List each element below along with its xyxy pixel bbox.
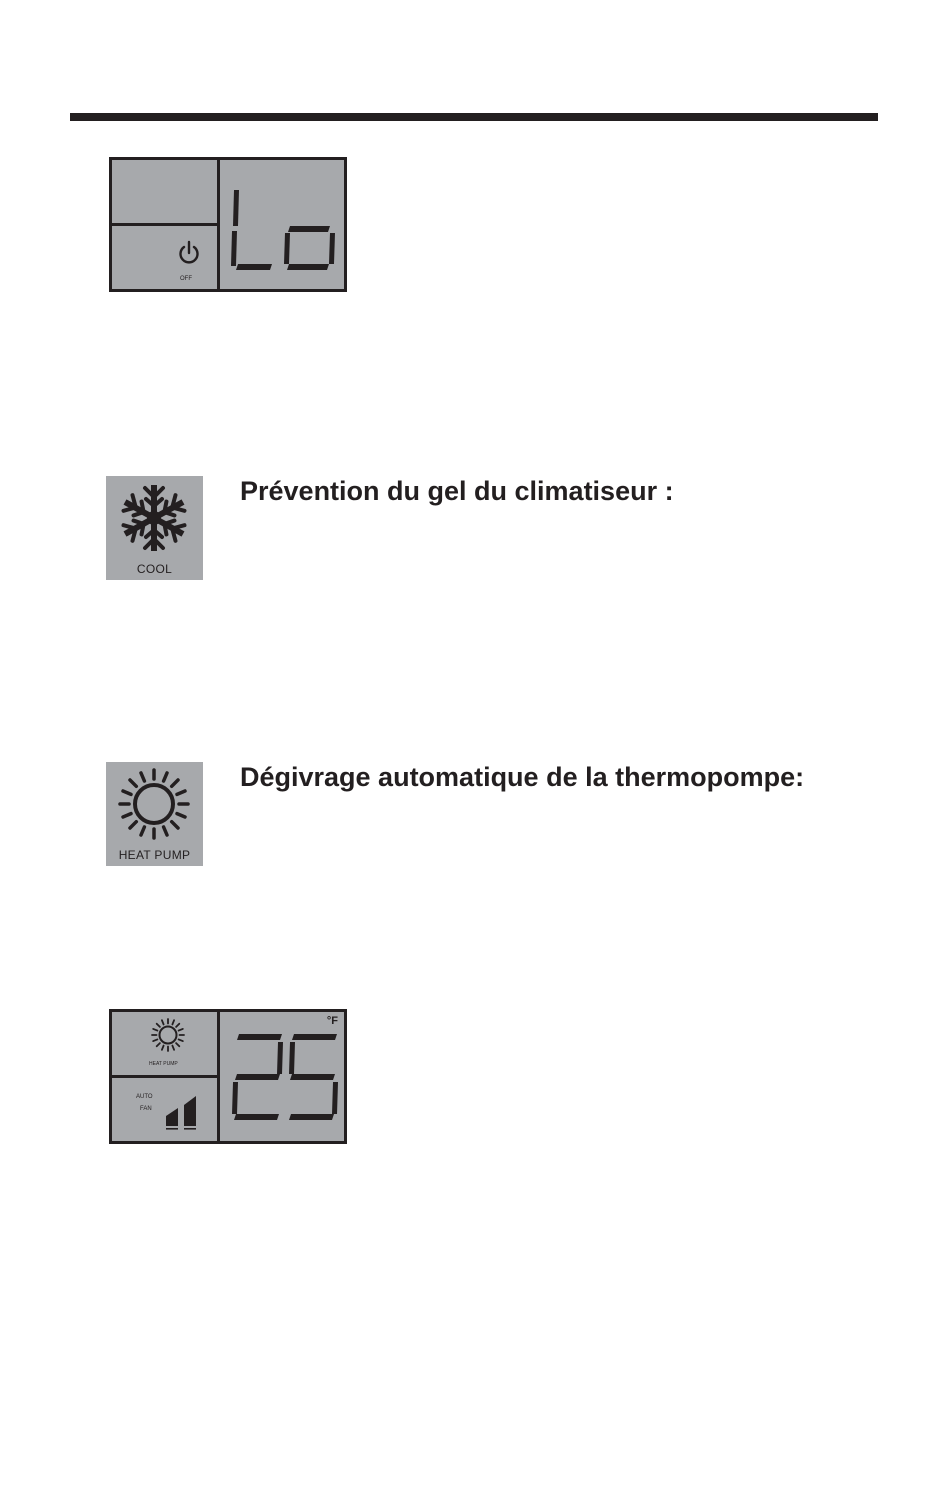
segment [287, 264, 329, 270]
cool-section-heading: Prévention du gel du climatiseur : [240, 476, 674, 506]
segment [289, 1042, 295, 1074]
lcd-readout-area [220, 160, 344, 289]
lcd-left-section [112, 1012, 220, 1141]
segment [288, 226, 330, 232]
heat-pump-icon-box [106, 762, 203, 866]
lcd-divider [112, 1075, 220, 1078]
segment [329, 233, 335, 264]
auto-fan-label-line1: AUTO [136, 1094, 153, 1100]
power-off-label: OFF [180, 276, 192, 282]
segment [277, 1042, 283, 1074]
power-icon [177, 240, 201, 266]
segment [231, 231, 237, 266]
heat-pump-label: HEAT PUMP [118, 848, 191, 862]
lcd-readout-lo [220, 160, 344, 289]
segment [232, 1082, 238, 1114]
fahrenheit-unit: °F [326, 1015, 338, 1027]
lcd-readout-area [220, 1012, 344, 1141]
cool-mode-label: COOL [136, 562, 173, 576]
auto-fan-label-line2: FAN [140, 1106, 152, 1112]
fan-speed-icon [162, 1094, 202, 1130]
segment [289, 1114, 334, 1120]
heat-pump-small-label: HEAT PUMP [149, 1061, 178, 1067]
segment [235, 1074, 280, 1080]
segment [236, 264, 272, 270]
heat-section-heading: Dégivrage automatique de la thermopompe: [240, 762, 805, 792]
header-rule [70, 113, 878, 121]
lcd-display-25 [109, 1009, 347, 1144]
segment [292, 1034, 337, 1040]
segment [332, 1082, 338, 1114]
lcd-divider [112, 223, 220, 226]
segment [284, 233, 290, 264]
sun-icon [118, 766, 190, 842]
sun-icon [150, 1017, 186, 1053]
lcd-left-section [112, 160, 220, 289]
segment [237, 1034, 282, 1040]
segment [234, 1114, 279, 1120]
cool-mode-icon-box [106, 476, 203, 580]
lcd-display-lo [109, 157, 347, 292]
lcd-readout-25 [220, 1012, 344, 1141]
segment [290, 1074, 335, 1080]
segment [233, 190, 239, 226]
snowflake-icon [121, 480, 187, 556]
